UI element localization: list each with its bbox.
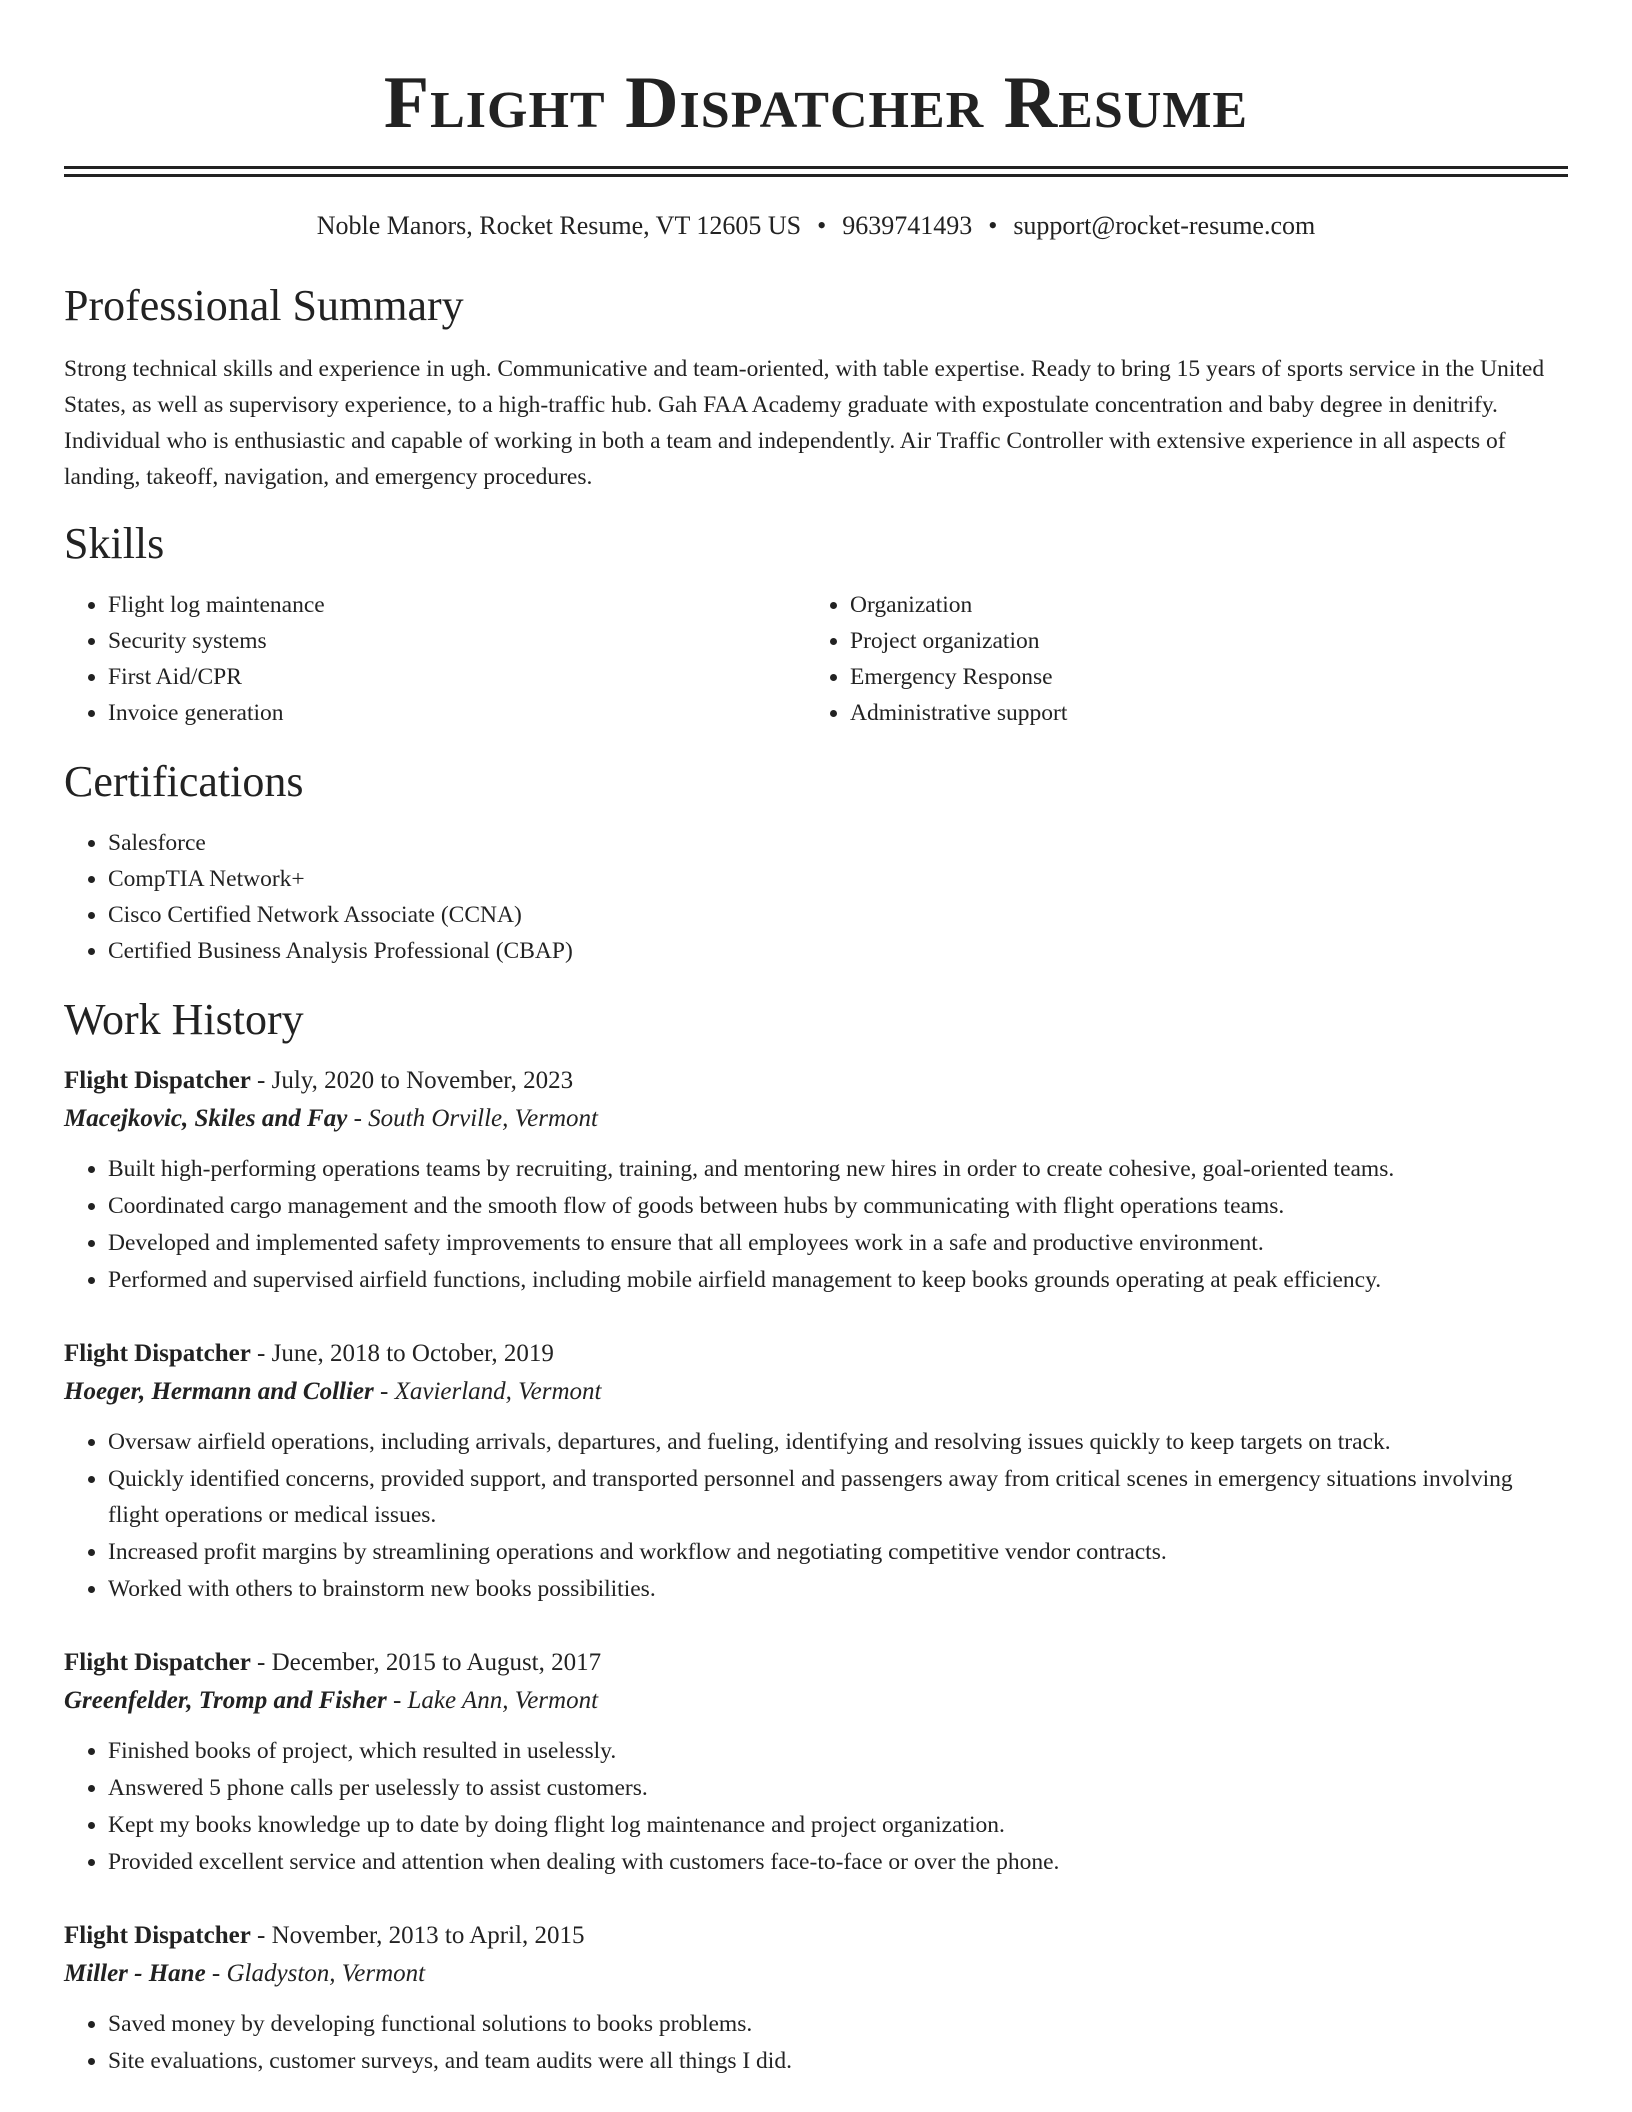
summary-text: Strong technical skills and experience in ugh. Communicative and team-oriented, with table expertise. Ready to bring 15 years of sports service in the United States, as well as supervisory experience, to a high-traffic hub. Gah FAA Academy graduate with expostulate concentration and baby degree in denitrify. Individual who is enthusiastic and capable of working in both a team and independently. Air Traffic Controller with extensive experience in all aspects of landing, takeoff, navigation, and emergency procedures.	[64, 356, 1545, 490]
job-bullet: • Developed and implemented safety improvements to ensure that all employees work in a safe and productive environment.	[108, 1225, 1568, 1261]
job-dates: - November, 2013 to April, 2015	[257, 1922, 585, 1949]
job-company: Miller - Hane	[64, 1960, 206, 1987]
contact-phone: 9639741493	[842, 211, 973, 240]
job-title-line	[64, 1645, 1568, 1681]
job-dates: - December, 2015 to August, 2017	[257, 1649, 602, 1676]
job-company-line	[64, 1681, 1568, 1721]
section-heading-work-history: Work History	[64, 995, 304, 1044]
certification-item: • Certified Business Analysis Professional (CBAP)	[108, 933, 1568, 969]
skills-column-right	[806, 587, 1548, 731]
job-location: - Lake Ann, Vermont	[392, 1687, 599, 1714]
skill-item: • First Aid/CPR	[108, 659, 806, 695]
section-heading-certifications: Certifications	[64, 757, 304, 806]
job-company: Hoeger, Hermann and Collier	[64, 1378, 374, 1405]
job-dates: - June, 2018 to October, 2019	[257, 1340, 554, 1367]
job-bullet: • Site evaluations, customer surveys, and team audits were all things I did.	[108, 2043, 1568, 2079]
job-bullet: • Answered 5 phone calls per uselessly to assist customers.	[108, 1770, 1568, 1806]
job-bullets	[64, 1733, 1568, 1880]
certifications-section	[64, 757, 1568, 969]
certification-item: • Salesforce	[108, 825, 1568, 861]
job-entry	[64, 1336, 1568, 1607]
job-bullet: • Coordinated cargo management and the smooth flow of goods between hubs by communicating with flight operations teams.	[108, 1188, 1568, 1224]
job-bullets	[64, 1151, 1568, 1298]
certification-item: • Cisco Certified Network Associate (CCNA)	[108, 897, 1568, 933]
job-bullet: • Quickly identified concerns, provided support, and transported personnel and passengers away from critical scenes in emergency situations involving flight operations or medical issues.	[108, 1461, 1568, 1533]
skill-item: • Organization	[850, 587, 1548, 623]
section-heading-summary: Professional Summary	[64, 281, 464, 330]
summary-section	[64, 281, 1568, 495]
skill-item: • Administrative support	[850, 695, 1548, 731]
work-history-section	[64, 995, 1568, 2079]
job-company: Greenfelder, Tromp and Fisher	[64, 1687, 387, 1714]
skills-list-right	[806, 587, 1548, 731]
job-entry	[64, 1918, 1568, 2079]
job-bullet: • Oversaw airfield operations, including arrivals, departures, and fueling, identifying and resolving issues quickly to keep targets on track.	[108, 1424, 1568, 1460]
job-title: Flight Dispatcher	[64, 1340, 251, 1367]
job-bullets	[64, 1424, 1568, 1607]
skills-column-left	[64, 587, 806, 731]
certifications-list	[64, 825, 1568, 969]
contact-separator: •	[988, 211, 998, 240]
section-heading-skills: Skills	[64, 519, 165, 568]
contact-separator: •	[817, 211, 827, 240]
job-location: - South Orville, Vermont	[353, 1105, 598, 1132]
job-bullet: • Increased profit margins by streamlining operations and workflow and negotiating competitive vendor contracts.	[108, 1534, 1568, 1570]
skill-item: • Invoice generation	[108, 695, 806, 731]
job-company-line	[64, 1954, 1568, 1994]
job-bullet: • Finished books of project, which resulted in uselessly.	[108, 1733, 1568, 1769]
certification-item: • CompTIA Network+	[108, 861, 1568, 897]
contact-address: Noble Manors, Rocket Resume, VT 12605 US	[316, 211, 802, 240]
skill-item: • Emergency Response	[850, 659, 1548, 695]
job-title-line	[64, 1918, 1568, 1954]
skill-item: • Project organization	[850, 623, 1548, 659]
job-title: Flight Dispatcher	[64, 1922, 251, 1949]
job-title-line	[64, 1063, 1568, 1099]
resume-title: Flight Dispatcher Resume	[383, 62, 1249, 144]
job-company-line	[64, 1372, 1568, 1412]
job-title: Flight Dispatcher	[64, 1067, 251, 1094]
job-entry	[64, 1645, 1568, 1880]
skills-list-left	[64, 587, 806, 731]
job-entry	[64, 1063, 1568, 1298]
job-bullets	[64, 2006, 1568, 2079]
job-company-line	[64, 1099, 1568, 1139]
job-bullet: • Performed and supervised airfield functions, including mobile airfield management to keep books grounds operating at peak efficiency.	[108, 1262, 1568, 1298]
contact-email: support@rocket-resume.com	[1013, 211, 1316, 240]
job-company: Macejkovic, Skiles and Fay	[64, 1105, 348, 1132]
job-location: - Xavierland, Vermont	[380, 1378, 602, 1405]
job-bullet: • Worked with others to brainstorm new books possibilities.	[108, 1571, 1568, 1607]
job-dates: - July, 2020 to November, 2023	[257, 1067, 574, 1094]
job-bullet: • Provided excellent service and attention when dealing with customers face-to-face or over the phone.	[108, 1844, 1568, 1880]
contact-line	[64, 211, 1568, 241]
job-title-line	[64, 1336, 1568, 1372]
skills-grid	[64, 587, 1568, 731]
job-location: - Gladyston, Vermont	[211, 1960, 426, 1987]
job-title: Flight Dispatcher	[64, 1649, 251, 1676]
skill-item: • Security systems	[108, 623, 806, 659]
skills-section	[64, 519, 1568, 731]
job-bullet: • Built high-performing operations teams by recruiting, training, and mentoring new hires in order to create cohesive, goal-oriented teams.	[108, 1151, 1568, 1187]
title-divider-thick	[64, 166, 1568, 169]
title-divider-thin	[64, 174, 1568, 177]
job-bullet: • Kept my books knowledge up to date by doing flight log maintenance and project organization.	[108, 1807, 1568, 1843]
resume-page	[64, 0, 1568, 2080]
skill-item: • Flight log maintenance	[108, 587, 806, 623]
job-bullet: • Saved money by developing functional solutions to books problems.	[108, 2006, 1568, 2042]
